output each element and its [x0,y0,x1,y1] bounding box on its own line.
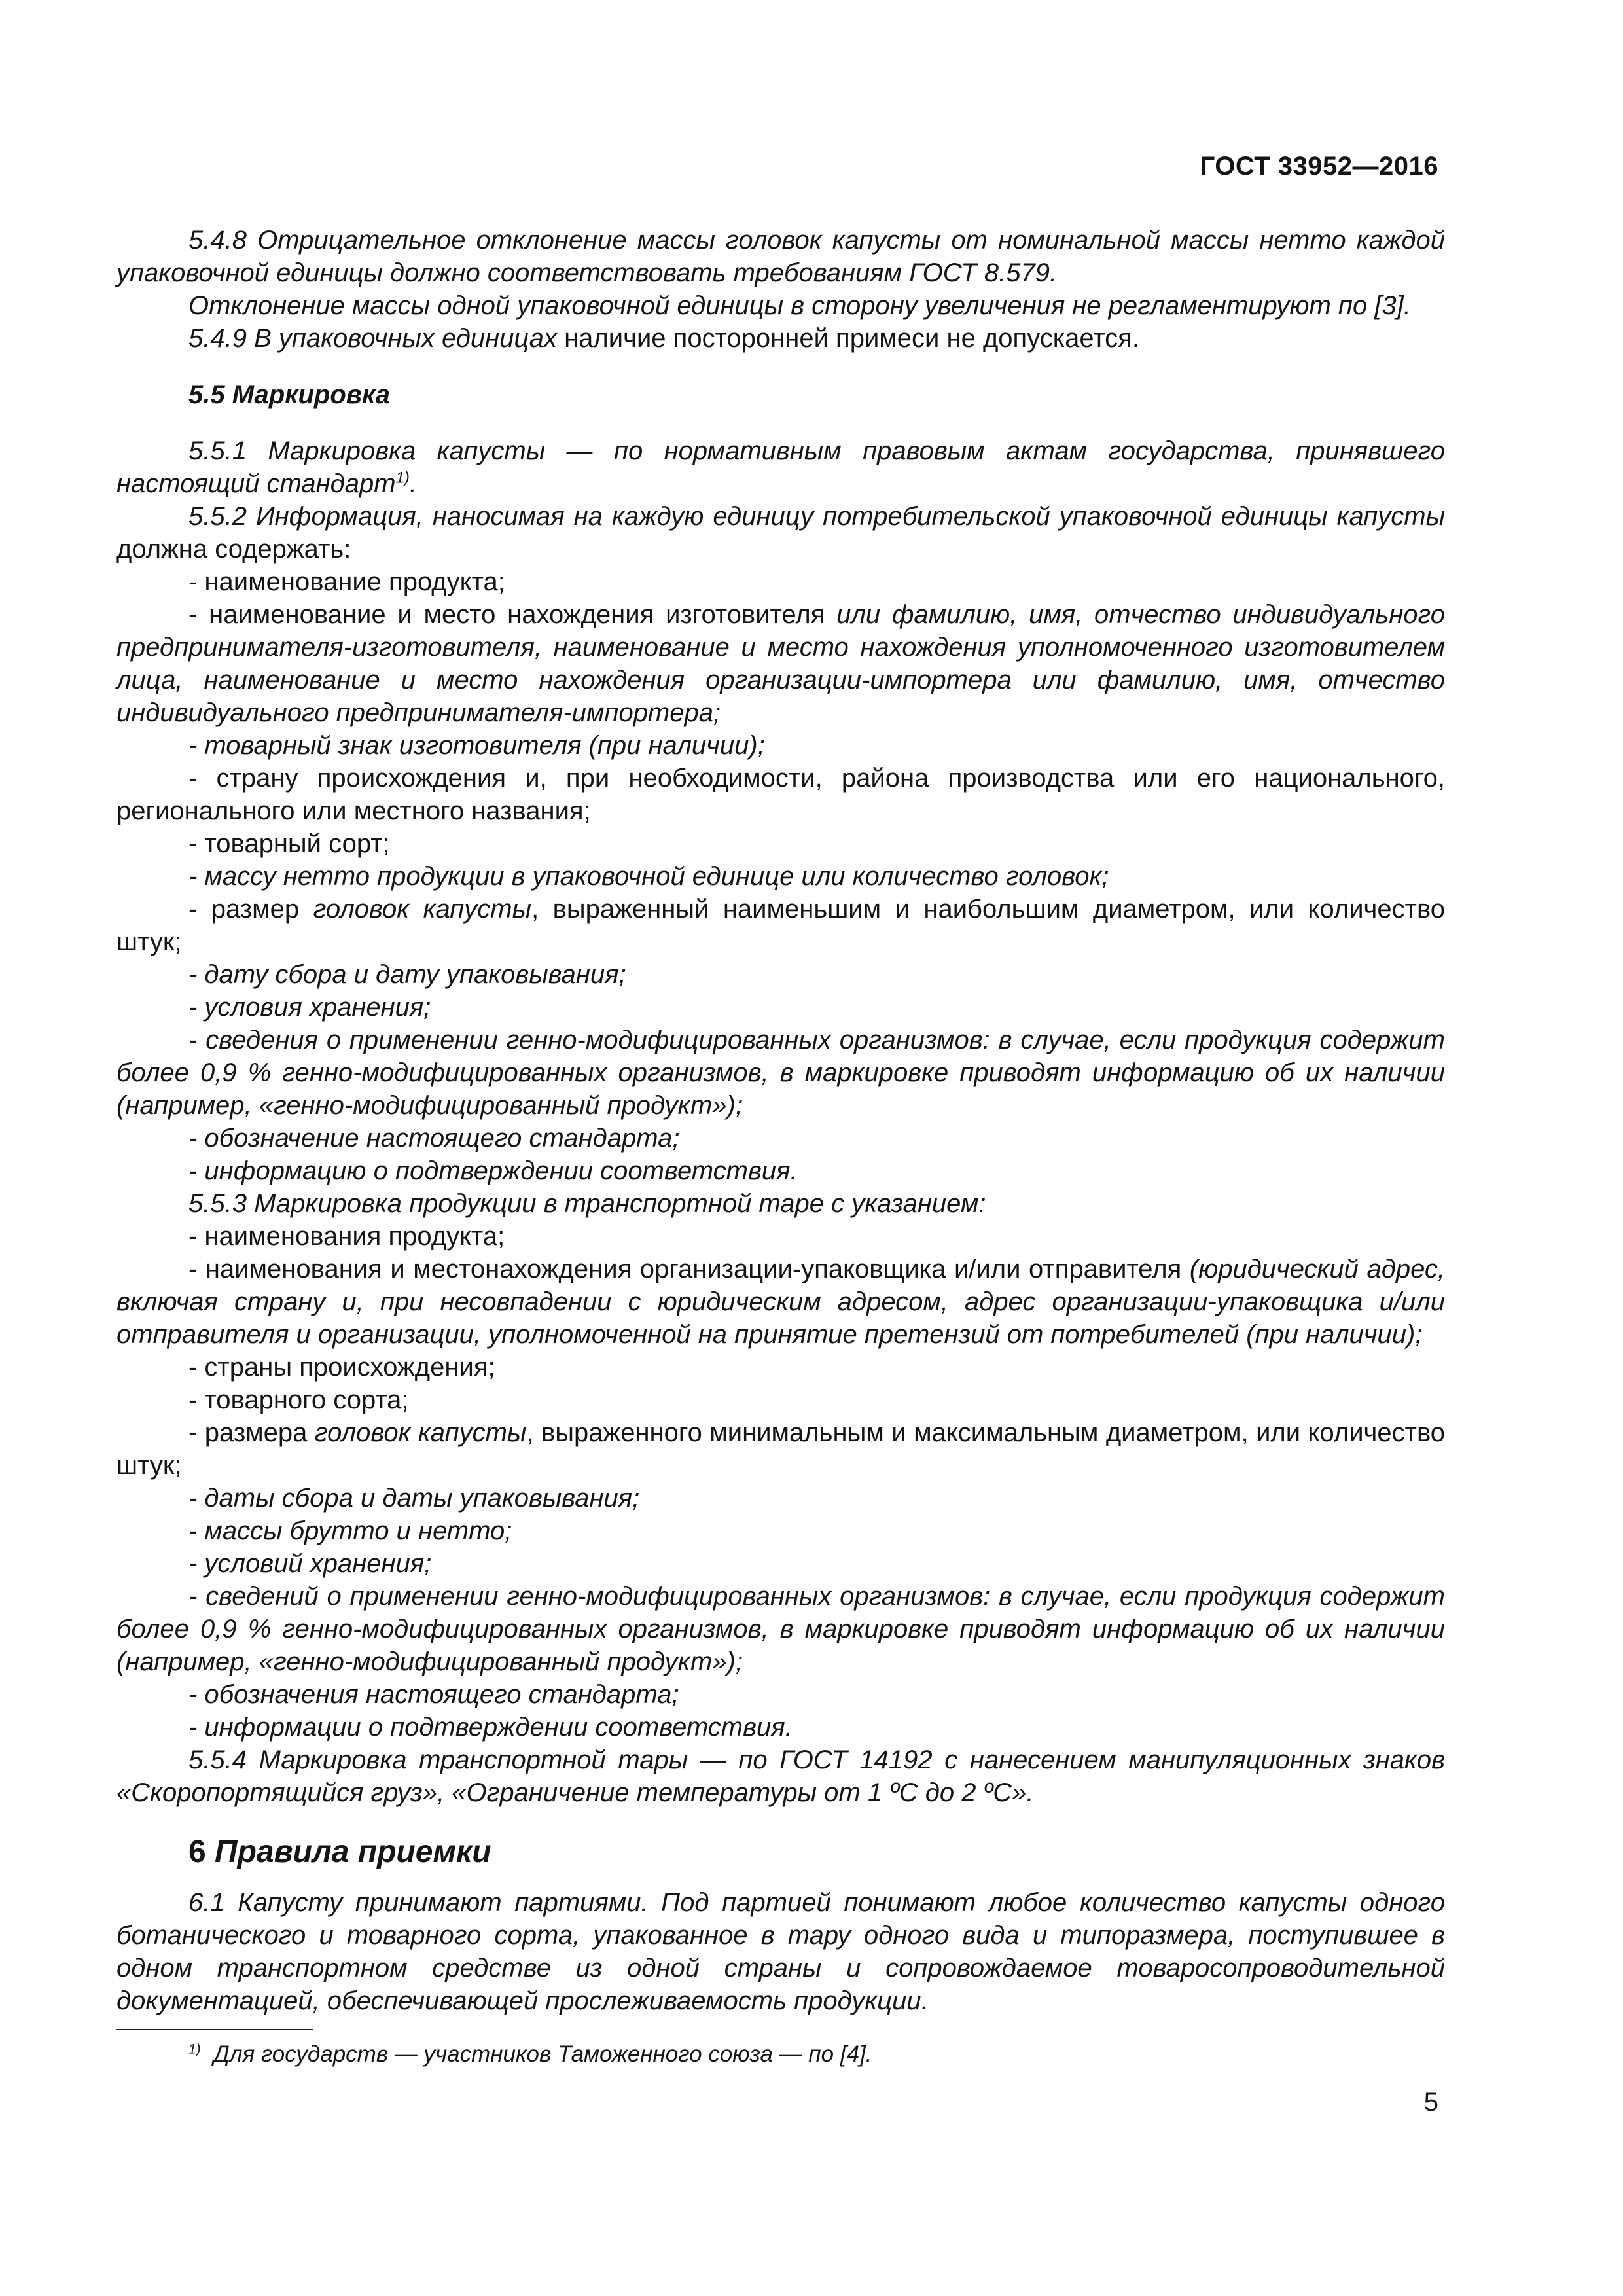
list-item: - страны происхождения; [188,1353,495,1382]
list-item: - товарный сорт; [188,829,390,858]
list-item: - наименование и место нахождения изготовителя или фамилию, имя, отчество индивидуального предпринимателя-изготовителя, наименование и место нахождения уполномоченного изготовителем лица, наименование и место нахождения организации-импортера или фамилию, имя, отчество индивидуального предпринимателя-импортера; [116,600,1445,727]
footnote-ref: 1) [395,469,410,487]
list-item: - информации о подтверждении соответствия. [188,1713,793,1742]
clause-5-5-1: 5.5.1 Маркировка капусты — по нормативным правовым актам государства, принявшего настоящий стандарт$^{1)}$. [116,437,1445,498]
list-item: - размера головок капусты, выраженного минимальным и максимальным диаметром, или количество штук; [116,1418,1446,1480]
clause-6-1: 6.1 Капусту принимают партиями. Под партией понимают любое количество капусты одного ботанического и товарного сорта, упакованное в тару одного вида и типоразмера, поступившее в одном транспортном средстве из одной страны и сопровождаемое товаросопроводительной документацией, обеспечивающей прослеживаемость продукции. [116,1888,1445,2015]
list-item: - условия хранения; [188,993,431,1022]
list-item: - дату сбора и дату упаковывания; [188,960,626,989]
list-item: - товарный знак изготовителя (при наличии); [188,731,765,760]
clause-5-5-3: 5.5.3 Маркировка продукции в транспортной таре с указанием: [188,1189,986,1218]
list-item: - массы брутто и нетто; [188,1516,512,1545]
list-item: - даты сбора и даты упаковывания; [188,1484,640,1513]
subsection-heading-5-5: 5.5 Маркировка [188,380,390,409]
document-body [116,224,1445,2017]
page-number: 5 [1423,2088,1438,2117]
list-item: - размер головок капусты, выраженный наименьшим и наибольшим диаметром, или количество штук; [116,895,1445,956]
standard-designation: ГОСТ 33952—2016 [1200,152,1438,181]
list-item: - товарного сорта; [188,1386,409,1414]
clause-5-4-9: 5.4.9 В упаковочных единицах наличие посторонней примеси не допускается. [188,324,1139,353]
list-item: - сведений о применении генно-модифицированных организмов: в случае, если продукция содержит более 0,9 % генно-модифицированных организмов, в маркировке приводят информацию об их наличии (например, «генно-модифицированный продукт»); [116,1582,1445,1676]
clause-5-4-8-note: Отклонение массы одной упаковочной единицы в сторону увеличения не регламентируют по [3]. [188,291,1411,320]
list-item: - наименования продукта; [188,1222,505,1251]
list-item: - страну происхождения и, при необходимости, района производства или его национального, регионального или местного названия; [116,764,1445,825]
list-item: - обозначение настоящего стандарта; [188,1124,680,1153]
clause-5-4-8: 5.4.8 Отрицательное отклонение массы головок капусты от номинальной массы нетто каждой упаковочной единицы должно соответствовать требованиям ГОСТ 8.579. [116,226,1445,287]
list-item: - обозначения настоящего стандарта; [188,1680,679,1709]
footnote-divider [116,2029,313,2030]
clause-5-5-4: 5.5.4 Маркировка транспортной тары — по ГОСТ 14192 с нанесением манипуляционных знаков «Скоропортящийся груз», «Ограничение температуры от 1 ºС до 2 ºС». [116,1746,1445,1807]
list-item: - наименование продукта; [188,567,505,596]
footnote-text: Для государств — участников Таможенного союза — по [4]. [213,2041,872,2067]
footnote [188,2039,872,2070]
list-item: - информацию о подтверждении соответствия. [188,1157,798,1185]
list-item: - массу нетто продукции в упаковочной единице или количество головок; [188,862,1109,891]
section-heading-6: 6 Правила приемки [188,1835,491,1869]
clause-5-5-2: 5.5.2 Информация, наносимая на каждую единицу потребительской упаковочной единицы капусты должна содержать: [116,502,1445,564]
footnote-mark: 1) [188,2041,201,2057]
list-item: - сведения о применении генно-модифицированных организмов: в случае, если продукция содержит более 0,9 % генно-модифицированных организмов, в маркировке приводят информацию об их наличии (например, «генно-модифицированный продукт»); [116,1026,1445,1120]
list-item: - наименования и местонахождения организации-упаковщика и/или отправителя (юридический адрес, включая страну и, при несовпадении с юридическим адресом, адрес организации-упаковщика и/или отправителя и организации, уполномоченной на принятие претензий от потребителей (при наличии); [116,1255,1445,1349]
list-item: - условий хранения; [188,1549,432,1578]
